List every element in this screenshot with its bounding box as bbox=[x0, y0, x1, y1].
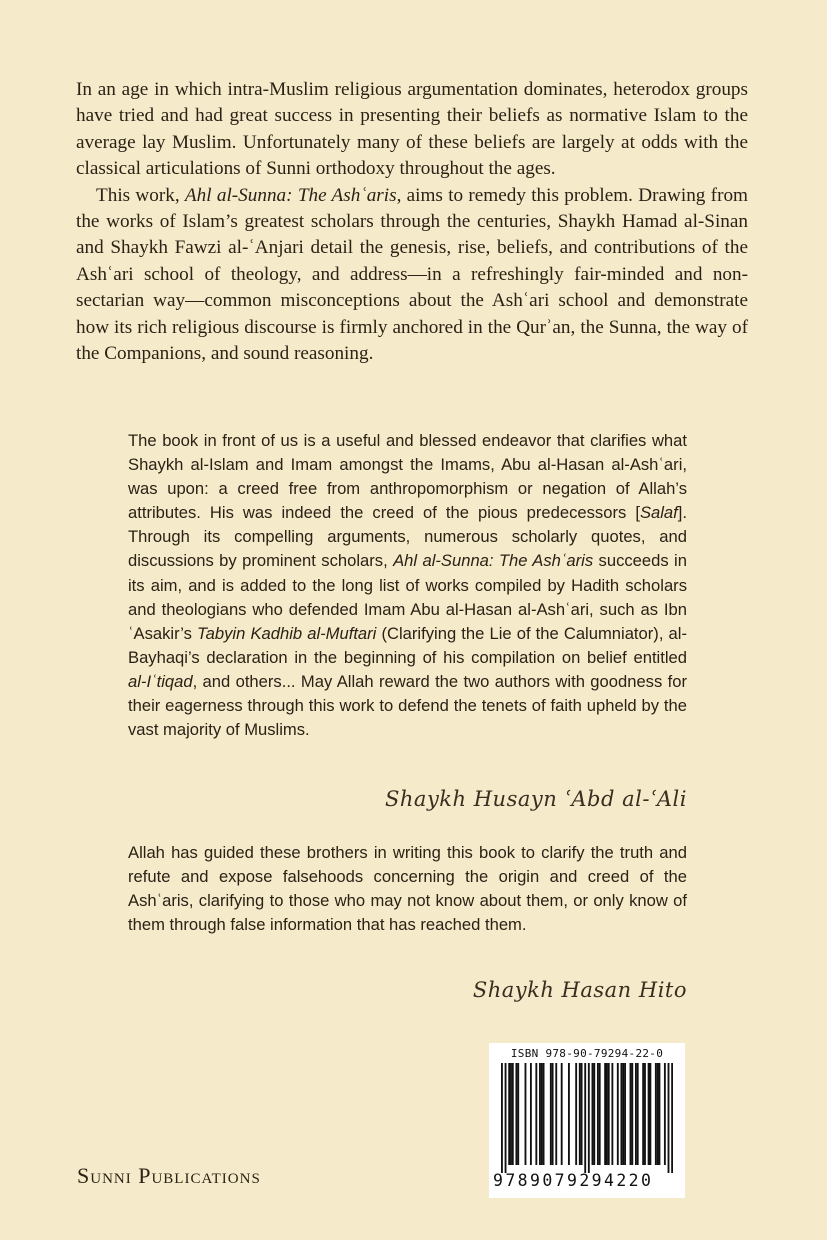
intro-paragraph-1: In an age in which intra-Muslim religious argumentation dominates, heterodox groups have tried and had great success in presenting their beliefs as normative Islam to the average lay Muslim. Unfortunately many of these beliefs are largely at odds with the classical articulations of Sunni orthodoxy throughout the ages. bbox=[76, 79, 748, 180]
barcode-bar bbox=[611, 1063, 613, 1165]
e1-book-title: Ahl al-Sunna: The Ashʿaris bbox=[393, 551, 594, 571]
barcode-bar bbox=[512, 1063, 514, 1165]
barcode-bar bbox=[604, 1063, 606, 1165]
barcode-bar bbox=[608, 1063, 610, 1165]
barcode-bar bbox=[668, 1063, 670, 1173]
isbn-label: ISBN 978-90-79294-22-0 bbox=[510, 1047, 664, 1060]
barcode-bar bbox=[635, 1063, 637, 1165]
barcode-bar bbox=[649, 1063, 651, 1165]
barcode-bar bbox=[593, 1063, 595, 1165]
e1-itiqad-title: al-Iʿtiqad bbox=[128, 671, 193, 691]
barcode-bar bbox=[630, 1063, 632, 1165]
intro-text bbox=[76, 77, 748, 367]
barcode-bar bbox=[648, 1063, 650, 1165]
barcode-bar bbox=[539, 1063, 541, 1165]
barcode-bar bbox=[622, 1063, 624, 1165]
e1-part-3: succeeds in its aim, and is added to the long list of works compiled by Hadith scholars and theologians who defended Imam Abu al-Hasan al-Ashʿari, such as Ibn ʿAsakir’s bbox=[128, 551, 687, 643]
barcode-bar bbox=[541, 1063, 543, 1165]
barcode-bar bbox=[505, 1063, 507, 1173]
barcode-bar bbox=[617, 1063, 619, 1165]
e1-part-4: (Clarifying the Lie of the Calumniator), al-Bayhaqi’s declaration in the beginning of his compilation on belief entitled bbox=[128, 623, 687, 667]
barcode-bar bbox=[517, 1063, 519, 1165]
barcode-bar bbox=[597, 1063, 599, 1165]
e1-part-2: ]. Through its compelling arguments, numerous scholarly quotes, and discussions by prominent scholars, bbox=[128, 503, 687, 571]
barcode-bar bbox=[555, 1063, 557, 1165]
endorsement-2-text: Allah has guided these brothers in writing this book to clarify the truth and refute and expose falsehoods concerning the origin and creed of the Ashʿaris, clarifying to those who may not know about them, or only know of them through false information that has reached them. bbox=[128, 843, 687, 935]
intro-p2-rest: , aims to remedy this problem. Drawing from the works of Islam’s greatest scholars through the centuries, Shaykh Hamad al-Sinan and Shaykh Fawzi al-ʿAnjari detail the genesis, rise, beliefs, and contributions of the Ashʿari school of theology, and address—in a refreshingly fair-minded and non-sectarian way—common misconceptions about the Ashʿari school and demonstrate how its rich religious discourse is firmly anchored in the Qurʾan, the Sunna, the way of the Companions, and sound reasoning. bbox=[76, 184, 748, 365]
barcode-bar bbox=[584, 1063, 586, 1173]
endorsement-2-signature: Shaykh Hasan Hito bbox=[472, 978, 687, 1002]
barcode-bar bbox=[535, 1063, 537, 1165]
barcode-bar bbox=[642, 1063, 644, 1165]
barcode-bar bbox=[644, 1063, 646, 1165]
barcode-bar bbox=[552, 1063, 554, 1165]
intro-paragraph-2 bbox=[76, 183, 748, 368]
barcode-bar bbox=[599, 1063, 601, 1165]
barcode-bar bbox=[508, 1063, 510, 1165]
barcode-bar bbox=[515, 1063, 517, 1165]
barcode-bar bbox=[637, 1063, 639, 1165]
isbn-barcode bbox=[489, 1043, 685, 1198]
barcode-bar bbox=[561, 1063, 563, 1165]
e1-part-1: The book in front of us is a useful and blessed endeavor that clarifies what Shaykh al-Islam and Imam amongst the Imams, Abu al-Hasan al-Ashʿari, was upon: a creed free from anthropomorphism or negation of Allah’s attributes. His was indeed the creed of the pious predecessors [ bbox=[128, 431, 687, 523]
barcode-bar bbox=[530, 1063, 532, 1165]
barcode-bar bbox=[671, 1063, 673, 1173]
barcode-bar bbox=[664, 1063, 666, 1165]
barcode-bar bbox=[501, 1063, 503, 1173]
barcode-bar bbox=[657, 1063, 659, 1165]
publisher-name: Sunni Publications bbox=[77, 1163, 261, 1188]
barcode-bar bbox=[606, 1063, 608, 1165]
barcode-bar bbox=[631, 1063, 633, 1165]
barcode-bar bbox=[620, 1063, 622, 1165]
barcode-bar bbox=[575, 1063, 577, 1165]
endorsement-1-text bbox=[128, 429, 687, 742]
barcode-bar bbox=[525, 1063, 527, 1165]
barcode-bar bbox=[659, 1063, 661, 1165]
barcode-bars bbox=[501, 1063, 673, 1173]
barcode-bar bbox=[588, 1063, 590, 1173]
barcode-bar bbox=[550, 1063, 552, 1165]
endorsement-1-signature: Shaykh Husayn ʿAbd al-ʿAli bbox=[385, 787, 687, 811]
e1-part-5: , and others... May Allah reward the two authors with goodness for their eagerness through this work to defend the tenets of faith upheld by the vast majority of Muslims. bbox=[128, 671, 687, 740]
e1-tabyin-title: Tabyin Kadhib al-Muftari bbox=[197, 623, 377, 643]
ean-number: 9789079294220 bbox=[493, 1171, 654, 1190]
barcode-bar bbox=[581, 1063, 583, 1165]
barcode-bar bbox=[655, 1063, 657, 1165]
barcode-bar bbox=[592, 1063, 594, 1165]
book-title: Ahl al-Sunna: The Ashʿaris bbox=[184, 184, 397, 206]
e1-salaf: Salaf bbox=[639, 503, 678, 523]
intro-p2-start: This work, bbox=[96, 184, 185, 206]
barcode-bar bbox=[510, 1063, 512, 1165]
barcode-bar bbox=[624, 1063, 626, 1165]
barcode-bar bbox=[579, 1063, 581, 1165]
barcode-bar bbox=[568, 1063, 570, 1165]
barcode-bar bbox=[543, 1063, 545, 1165]
